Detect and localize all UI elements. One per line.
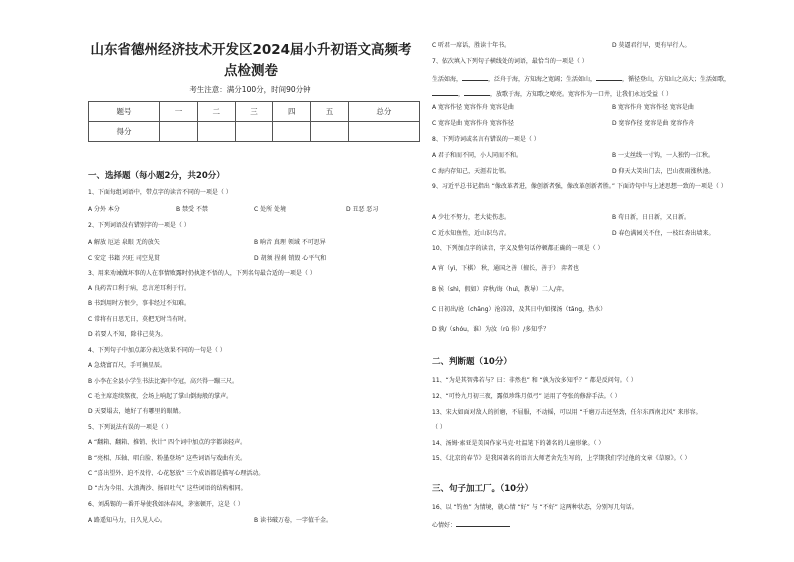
question-options bbox=[432, 230, 782, 238]
option-b[interactable]: B 读书破万卷，一字值千金。 bbox=[254, 517, 333, 524]
option-c[interactable]: C 处所 处境 bbox=[254, 206, 287, 213]
option-a[interactable]: A 宽容作径 宽容作舟 宽容是曲 bbox=[432, 104, 514, 111]
question-text-part: ， bbox=[458, 91, 465, 98]
option-a[interactable]: A 急烧富百尺，手可摘星辰。 bbox=[88, 362, 167, 369]
option-a[interactable]: A “翻箱、翻箱、推销、伙计” 四个词中加点的字都读轻声。 bbox=[88, 439, 247, 446]
option-a[interactable]: A 路遥知马力，日久见人心。 bbox=[88, 517, 167, 524]
judge-item: 13、宋大如面对敌人的折磨，不屈服，不动摇，可以用 “千磨万击还坚劲，任尔东西南北风” 来形容。 bbox=[432, 409, 702, 416]
score-header-cell: 二 bbox=[197, 102, 235, 122]
question-options bbox=[432, 104, 782, 112]
question-text-part: ，放歌于海，方知歌之嘹亮。 bbox=[490, 91, 569, 98]
answer-blank[interactable] bbox=[432, 88, 458, 96]
option-b[interactable]: B “亮相、压轴、唱白脸、粉墨登场” 这些词语与戏曲有关。 bbox=[88, 455, 247, 462]
score-header-cell: 四 bbox=[273, 102, 311, 122]
question-text-part: 宽容作为一口井，让我们永远受益（ ） bbox=[568, 91, 672, 98]
score-row-label: 得分 bbox=[89, 122, 160, 142]
option-c[interactable]: C “喜出望外、迫不及待、心花怒放” 三个成语都是描写心理活动。 bbox=[88, 470, 265, 477]
option-b[interactable]: B 禁受 不禁 bbox=[176, 206, 208, 213]
judge-answer-bracket[interactable]: （ ） bbox=[432, 424, 446, 431]
section2-title: 二、判断题（10分） bbox=[432, 357, 512, 367]
judge-item: 11、“为是其智弗若与？曰：非然也” 和 “孰为汝多知乎？” 都是反问句。（ ） bbox=[432, 377, 637, 384]
question-options bbox=[88, 255, 418, 263]
option-a[interactable]: A 君子和而不同，小人同而不和。 bbox=[432, 152, 523, 159]
score-header-cell: 一 bbox=[160, 102, 198, 122]
option-d[interactable]: D 仰天大笑出门去，巴山夜雨涨秋池。 bbox=[612, 168, 715, 175]
answer-label: 心情好： bbox=[432, 522, 457, 529]
question-text-part: ，循径登山，方知山之高大；生活如歌， bbox=[622, 76, 731, 83]
score-cell[interactable] bbox=[160, 122, 198, 142]
option-c[interactable]: C 近水知鱼性，近山识鸟音。 bbox=[432, 230, 511, 237]
judge-item: 12、“可怜九月初三夜，露似珍珠月似弓” 运用了夸张的修辞手法。（ ） bbox=[432, 393, 621, 400]
option-a[interactable]: A 少壮不努力，老大徒伤悲。 bbox=[432, 214, 511, 221]
question-text-part: ，泛舟于海，方知海之宽阔；生活如山， bbox=[488, 76, 597, 83]
option-a[interactable]: A 宵（yì，下棋） 秋，通国之善（擅长，善于） 弈者也 bbox=[432, 265, 580, 272]
question-options bbox=[432, 214, 782, 222]
question-stem: 7、依次填入下列句子横线处的词语，最恰当的一项是（ ） bbox=[432, 58, 588, 65]
option-d[interactable]: D 天要塌去，她好了有哪里的眼睛。 bbox=[88, 408, 185, 415]
question-stem: 1、下面每组词语中，带点字的读音不同的一项是（ ） bbox=[88, 189, 232, 196]
judge-item: 14、汤姆·索亚是美国作家马克·吐温笔下的著名的儿童形象。（ ） bbox=[432, 440, 605, 447]
answer-blank[interactable] bbox=[464, 88, 490, 96]
score-cell[interactable] bbox=[197, 122, 235, 142]
question-stem: 16、以 “钓鱼” 为情境，就心情 “好” 与 “不好” 这两种状态，分别写几句话。 bbox=[432, 504, 638, 511]
option-b[interactable]: B 苟日新，日日新，又日新。 bbox=[612, 214, 691, 221]
question-stem: 2、下列词语没有错别字的一项是（ ） bbox=[88, 222, 190, 229]
score-header-cell: 三 bbox=[235, 102, 273, 122]
question-text bbox=[432, 73, 730, 84]
option-d[interactable]: D “古为今用、大浪淘沙、扬眉吐气” 这些词语的结构相同。 bbox=[88, 485, 247, 492]
question-stem: 9、习近平总书记指出 “像改革者进，像创新者强，像改革创新者胜。” 下面诗句中与上述思想一致的一项是（ ） bbox=[432, 183, 727, 190]
option-b[interactable]: B 晌音 真理 领域 不可思异 bbox=[254, 239, 326, 246]
option-b[interactable]: B 小李在全县小学生书法比赛中夺冠，高兴得一蹦三尺。 bbox=[88, 378, 239, 385]
option-d[interactable]: D 孰/（shóu，谁）为汝（rǔ 你）/多知乎？ bbox=[432, 326, 550, 333]
option-d[interactable]: D 若要人不知，除非己莫为。 bbox=[88, 331, 167, 338]
question-stem: 10、下列加点字的读音，字义及整句话停顿都正确的一项是（ ） bbox=[432, 245, 604, 252]
question-options bbox=[88, 517, 418, 525]
score-header-cell: 总分 bbox=[348, 102, 419, 122]
option-d[interactable]: D 宽容作径 宽容是曲 宽容作舟 bbox=[612, 120, 695, 127]
option-c[interactable]: C 宽容是曲 宽容作舟 宽容作径 bbox=[432, 120, 514, 127]
question-stem: 6、刘禹锡的一番开导使我如沐春风，茅塞顿开，这是（ ） bbox=[88, 501, 244, 508]
option-b[interactable]: B 书到用时方恨少，事非经过不知难。 bbox=[88, 300, 191, 307]
question-stem: 4、下列句子中加点部分表达效果不同的一句是（ ） bbox=[88, 347, 226, 354]
judge-item: 15、《北京的春节》是我国著名的语言大师老舍先生写的，上学期我们学过他的文章《草原》。（ ） bbox=[432, 455, 691, 462]
option-a[interactable]: A 解放 厄运 泉眼 无的放矢 bbox=[88, 239, 160, 246]
option-a[interactable]: A 良药苦口利于病，忠言逆耳利于行。 bbox=[88, 285, 191, 292]
question-options bbox=[432, 42, 782, 50]
option-a[interactable]: A 分外 本分 bbox=[88, 206, 120, 213]
score-table-score-row bbox=[89, 122, 420, 142]
score-cell[interactable] bbox=[348, 122, 419, 142]
option-c[interactable]: C 听君一席话，胜读十年书。 bbox=[432, 42, 511, 49]
option-d[interactable]: D 莫逼君行早，更有早行人。 bbox=[612, 42, 691, 49]
question-stem: 5、下列说法有误的一项是（ ） bbox=[88, 424, 172, 431]
page-title: 山东省德州经济技术开发区2024届小升初语文高频考点检测卷 bbox=[90, 42, 412, 79]
answer-blank[interactable] bbox=[462, 73, 488, 81]
question-options bbox=[432, 168, 782, 176]
score-cell[interactable] bbox=[273, 122, 311, 142]
section3-title: 三、句子加工厂。（10分） bbox=[432, 484, 534, 494]
question-text bbox=[432, 88, 672, 99]
option-d[interactable]: D 春色满园关不住，一枝红杏出墙来。 bbox=[612, 230, 715, 237]
answer-blank[interactable] bbox=[596, 73, 622, 81]
option-c[interactable]: C 常将有日思无日，莫把无时当有时。 bbox=[88, 316, 191, 323]
option-c[interactable]: C 毛主席连续熬夜，会场上响起了掌山倒海般的掌声。 bbox=[88, 393, 233, 400]
score-table bbox=[88, 101, 420, 142]
option-c[interactable]: C 海内存知己，天涯若比邻。 bbox=[432, 168, 511, 175]
option-b[interactable]: B 一丈丝线一寸钩，一人独钓一江秋。 bbox=[612, 152, 715, 159]
option-d[interactable]: D 丑恶 恶习 bbox=[346, 206, 379, 213]
answer-blank[interactable] bbox=[456, 519, 510, 527]
question-options bbox=[432, 120, 782, 128]
score-cell[interactable] bbox=[235, 122, 273, 142]
score-cell[interactable] bbox=[311, 122, 349, 142]
question-options bbox=[88, 239, 418, 247]
option-d[interactable]: D 胡须 捏刹 销毁 心平气和 bbox=[254, 255, 327, 262]
question-stem: 3、用来劝诫做坏事的人在事情败露时仍执迷不悟的人，下列名句最合适的一项是（ ） bbox=[88, 270, 316, 277]
option-c[interactable]: C 安定 书籍 兴旺 司空见贯 bbox=[88, 255, 160, 262]
section1-title: 一、选择题（每小题2分，共20分） bbox=[88, 171, 225, 181]
score-header-cell: 五 bbox=[311, 102, 349, 122]
score-table-header-row bbox=[89, 102, 420, 122]
answer-line bbox=[432, 519, 510, 530]
question-text-part: 生活如海， bbox=[432, 76, 463, 83]
option-c[interactable]: C 日初出/沧（chāng）沧凉凉，及其日中/如探汤（tāng，热水） bbox=[432, 306, 607, 313]
question-options bbox=[88, 206, 418, 214]
option-b[interactable]: B 侯（shì，假如）弈秋/诲（huì，教导）二人/弈。 bbox=[432, 286, 568, 293]
option-b[interactable]: B 宽容作舟 宽容作径 宽容是曲 bbox=[612, 104, 694, 111]
question-options bbox=[432, 152, 782, 160]
question-stem: 8、下列诗词或名言有错误的一项是（ ） bbox=[432, 136, 540, 143]
exam-notice: 考生注意：满分100分，时间90分钟 bbox=[189, 85, 311, 94]
score-header-cell: 题号 bbox=[89, 102, 160, 122]
